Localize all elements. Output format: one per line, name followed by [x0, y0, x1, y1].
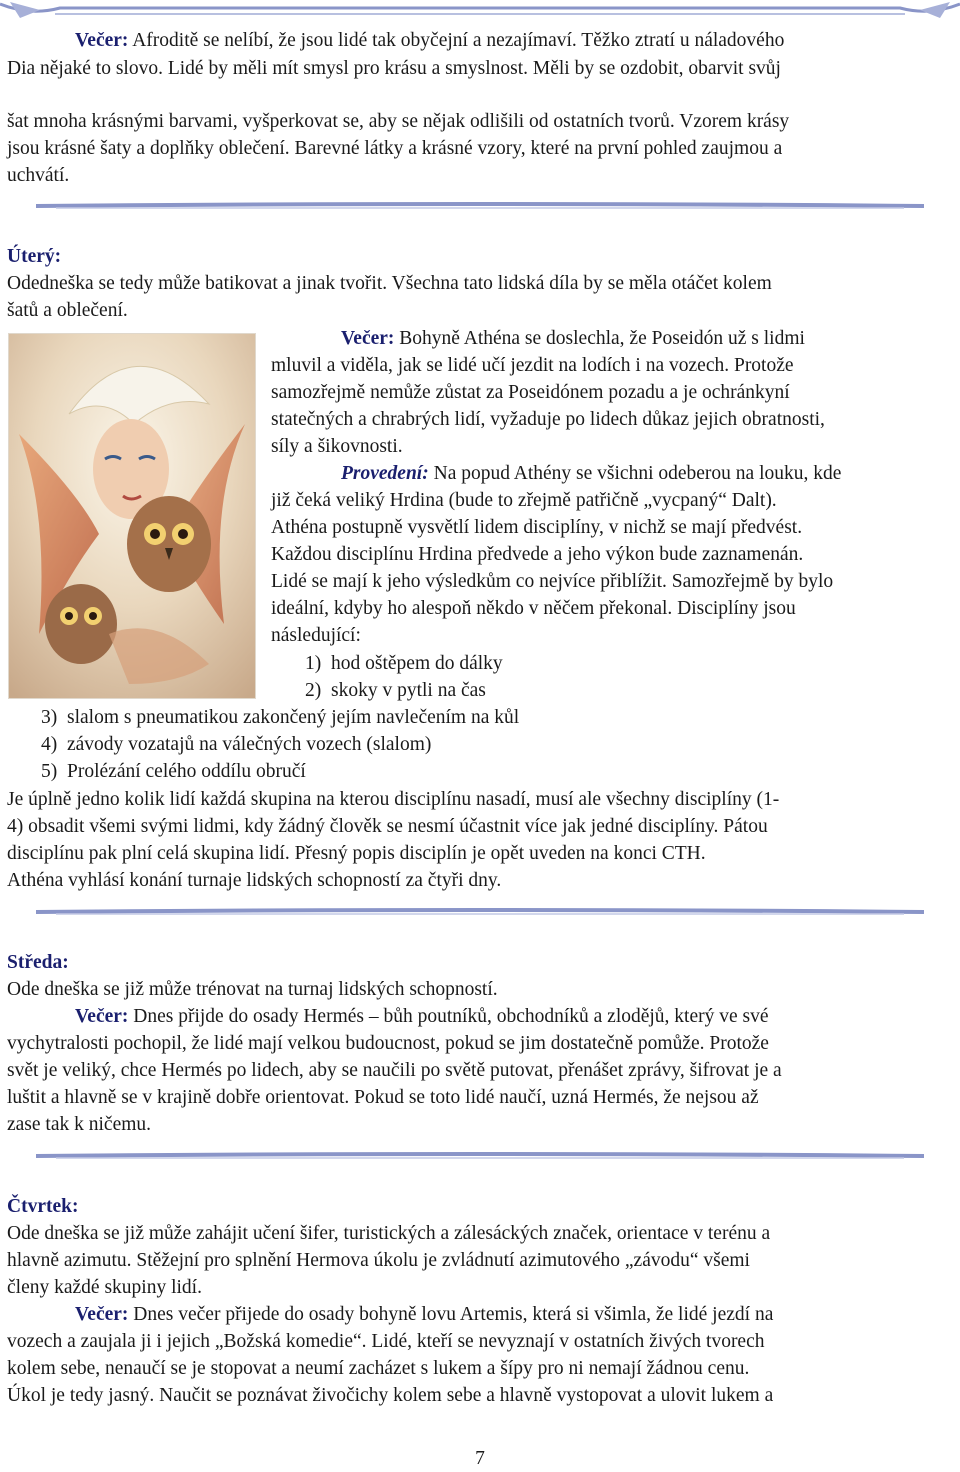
- text-line: šat mnoha krásnými barvami, vyšperkovat se, aby se nějak odlišili od ostatních tvorů. Vzorem krásy: [7, 111, 790, 132]
- text-line: hlavně azimutu. Stěžejní pro splnění Hermova úkolu je zvládnutí azimutového „závodu“ všemi: [7, 1250, 750, 1271]
- text-span: Afroditě se nelíbí, že jsou lidé tak obyčejní a nezajímaví. Těžko ztratí u náladového: [128, 30, 785, 51]
- text-line: Athéna postupně vysvětlí lidem disciplíny, v nichž se mají předvést.: [271, 517, 803, 538]
- text-line: Odedneška se tedy může batikovat a jinak tvořit. Všechna tato lidská díla by se měla otáčet kolem: [7, 273, 772, 294]
- heading-ctvrtek: Čtvrtek:: [7, 1196, 79, 1217]
- list-number: 3): [41, 707, 58, 728]
- text-line: kolem sebe, nenaučí se je stopovat a neumí zacházet s lukem a šípy pro ni nemají žádnou cenu.: [7, 1358, 750, 1379]
- top-ornament: [0, 0, 960, 26]
- text-line: ideální, kdyby ho alespoň někdo v něčem překonal. Disciplíny jsou: [271, 598, 796, 619]
- label-vecer: Večer:: [75, 30, 129, 51]
- text-line: [341, 325, 805, 352]
- painting-image: [9, 334, 255, 698]
- text-span: Na popud Athény se všichni odeberou na louku, kde: [428, 463, 842, 484]
- text-span: Dnes večer přijede do osady bohyně lovu Artemis, která si všimla, že lidé jezdí na: [128, 1304, 774, 1325]
- list-text: hod oštěpem do dálky: [331, 653, 503, 674]
- text-line: Je úplně jedno kolik lidí každá skupina na kterou disciplínu nasadí, musí ale všechny disciplíny (1-: [7, 789, 780, 810]
- text-line: [341, 460, 841, 487]
- text-line: členy každé skupiny lidí.: [7, 1277, 202, 1298]
- label-vecer: Večer:: [341, 328, 395, 349]
- list-item: [41, 704, 519, 731]
- text-line: vychytralosti pochopil, že lidé mají velkou budoucnost, pokud se jim dostatečně pomůže. Protože: [7, 1033, 769, 1054]
- list-number: 5): [41, 761, 58, 782]
- list-item: [41, 758, 306, 785]
- text-line: síly a šikovnosti.: [271, 436, 403, 457]
- list-text: Prolézání celého oddílu obručí: [67, 761, 306, 782]
- text-line: Athéna vyhlásí konání turnaje lidských schopností za čtyři dny.: [7, 870, 502, 891]
- text-line: vozech a zaujala ji i jejich „Božská komedie“. Lidé, kteří se nevyznají v ostatních živých tvorech: [7, 1331, 765, 1352]
- text-line: jsou krásné šaty a doplňky oblečení. Barevné látky a krásné vzory, které na první pohled zaujmou a: [7, 138, 783, 159]
- text-line: Ode dneška se již může trénovat na turnaj lidských schopností.: [7, 979, 498, 1000]
- list-number: 2): [305, 680, 322, 701]
- text-line: Úkol je tedy jasný. Naučit se poznávat živočichy kolem sebe a hlavně vystopovat a ulovit lukem a: [7, 1385, 774, 1406]
- list-text: závody vozatajů na válečných vozech (slalom): [67, 734, 432, 755]
- list-item: [41, 731, 431, 758]
- heading-streda: Středa:: [7, 952, 69, 973]
- text-line: [75, 27, 784, 54]
- text-line: [75, 1003, 769, 1030]
- text-line: Dia nějaké to slovo. Lidé by měli mít smysl pro krásu a smyslnost. Měli by se ozdobit, obarvit svůj: [7, 58, 781, 79]
- text-span: Dnes přijde do osady Hermés – bůh poutníků, obchodníků a zlodějů, který ve své: [128, 1006, 769, 1027]
- list-item: [305, 650, 503, 677]
- text-line: Každou disciplínu Hrdina předvede a jeho výkon bude zaznamenán.: [271, 544, 804, 565]
- list-item: [305, 677, 486, 704]
- section-divider: [36, 202, 924, 210]
- text-line: 4) obsadit všemi svými lidmi, kdy žádný člověk se nesmí účastnit více jak jedné disciplíny. Pátou: [7, 816, 768, 837]
- label-provedeni: Provedení:: [341, 463, 429, 484]
- text-line: šatů a oblečení.: [7, 300, 128, 321]
- text-line: luštit a hlavně se v krajině dobře orientovat. Pokud se toto lidé naučí, uzná Hermés, že nejsou až: [7, 1087, 759, 1108]
- label-vecer: Večer:: [75, 1304, 129, 1325]
- text-line: statečných a chrabrých lidí, vyžaduje po lidech důkaz jejich obratnosti,: [271, 409, 825, 430]
- text-line: zase tak k ničemu.: [7, 1114, 152, 1135]
- page-number: 7: [475, 1448, 485, 1469]
- list-number: 4): [41, 734, 58, 755]
- section-divider: [36, 1152, 924, 1160]
- text-line: Ode dneška se již může zahájit učení šifer, turistických a zálesáckých značek, orientace v terénu a: [7, 1223, 771, 1244]
- text-line: disciplínu pak plní celá skupina lidí. Přesný popis disciplín je opět uveden na konci CTH.: [7, 843, 706, 864]
- text-line: uchvátí.: [7, 165, 70, 186]
- text-line: mluvil a viděla, jak se lidé učí jezdit na lodích i na vozech. Protože: [271, 355, 794, 376]
- list-text: skoky v pytli na čas: [331, 680, 486, 701]
- list-text: slalom s pneumatikou zakončený jejím navlečením na kůl: [67, 707, 520, 728]
- text-line: již čeká veliký Hrdina (bude to zřejmě patřičně „vycpaný“ Dalt).: [271, 490, 777, 511]
- text-line: [75, 1301, 773, 1328]
- text-line: Lidé se mají k jeho výsledkům co nejvíce přiblížit. Samozřejmě by bylo: [271, 571, 834, 592]
- section-divider: [36, 908, 924, 916]
- text-line: následující:: [271, 625, 361, 646]
- heading-utery: Úterý:: [7, 246, 62, 267]
- text-line: svět je veliký, chce Hermés po lidech, aby se naučili po světě putovat, přenášet zprávy, šifrovat je a: [7, 1060, 782, 1081]
- label-vecer: Večer:: [75, 1006, 129, 1027]
- text-line: samozřejmě nemůže zůstat za Poseidónem pozadu a je ochránkyní: [271, 382, 790, 403]
- list-number: 1): [305, 653, 322, 674]
- athena-owl-painting: [8, 333, 256, 699]
- text-span: Bohyně Athéna se doslechla, že Poseidón už s lidmi: [394, 328, 805, 349]
